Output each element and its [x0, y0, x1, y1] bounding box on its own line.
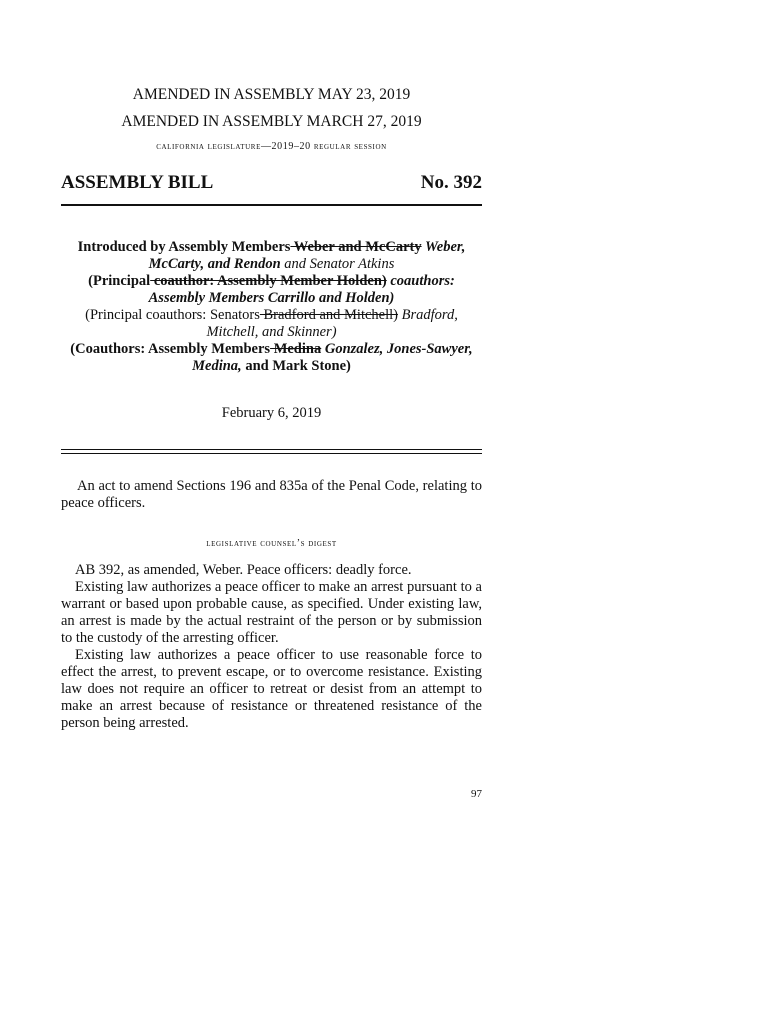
act-title: An act to amend Sections 196 and 835a of the Penal Code, relating to peace officers. [61, 478, 482, 511]
inserted-text: Gonzalez, Jones-Sawyer, [321, 341, 473, 357]
authors-line-7 [61, 341, 482, 358]
inserted-text: coauthors: [386, 273, 455, 289]
digest-paragraph-2: Existing law authorizes a peace officer to make an arrest pursuant to a warrant or based upon probable cause, as specified. Under existing law, an arrest is made by the actual restraint of the person or by submission to the custody of the arresting officer. [61, 579, 482, 646]
digest-heading: legislative counsel’s digest [206, 538, 337, 549]
authors-line-5 [61, 307, 482, 324]
authors-line-1 [61, 239, 482, 256]
amended-date-march: AMENDED IN ASSEMBLY MARCH 27, 2019 [121, 113, 422, 130]
introduced-date: February 6, 2019 [221, 405, 322, 421]
authors-line-6 [61, 324, 482, 341]
author-text: Introduced by Assembly Members [77, 239, 291, 255]
authors-block [61, 239, 482, 375]
author-text: (Principal coauthors: Senators [85, 307, 260, 323]
amended-date-may: AMENDED IN ASSEMBLY MAY 23, 2019 [132, 86, 411, 103]
bill-heading [61, 172, 482, 194]
digest-paragraph-1: AB 392, as amended, Weber. Peace officers: deadly force. [75, 562, 412, 578]
double-rule-top [61, 449, 482, 450]
struck-text: coauthor: Assembly Member Holden) [150, 273, 387, 289]
inserted-text: Weber, [421, 239, 466, 255]
struck-text: Medina [270, 341, 322, 357]
inserted-text: Assembly Members Carrillo and Holden) [148, 290, 395, 306]
double-rule-bottom [61, 453, 482, 454]
struck-text: Weber and McCarty [290, 239, 422, 255]
digest-body [61, 562, 482, 732]
authors-line-4 [61, 290, 482, 307]
inserted-text: Bradford, [398, 307, 458, 323]
authors-line-2 [61, 256, 482, 273]
page-number: 97 [471, 788, 482, 800]
inserted-text: McCarty, and Rendon [148, 256, 281, 272]
inserted-text: Medina, [192, 358, 242, 374]
author-text: (Principal [88, 273, 151, 289]
author-text: and Mark Stone) [241, 358, 351, 374]
bill-type: ASSEMBLY BILL [61, 172, 214, 193]
inserted-text: Mitchell, and Skinner) [206, 324, 337, 340]
author-text: (Coauthors: Assembly Members [70, 341, 271, 357]
bill-number: No. 392 [420, 172, 482, 193]
session-line: california legislature—2019–20 regular session [156, 141, 387, 152]
authors-line-8 [61, 358, 482, 375]
heading-rule [61, 204, 482, 206]
struck-text: Bradford and Mitchell) [259, 307, 398, 323]
authors-line-3 [61, 273, 482, 290]
digest-paragraph-3: Existing law authorizes a peace officer to use reasonable force to effect the arrest, to prevent escape, or to overcome resistance. Existing law does not require an officer to retreat or desist from an attempt to make an arrest because of resistance or threatened resistance of the person being arrested. [61, 647, 482, 731]
inserted-text: and Senator Atkins [280, 256, 395, 272]
